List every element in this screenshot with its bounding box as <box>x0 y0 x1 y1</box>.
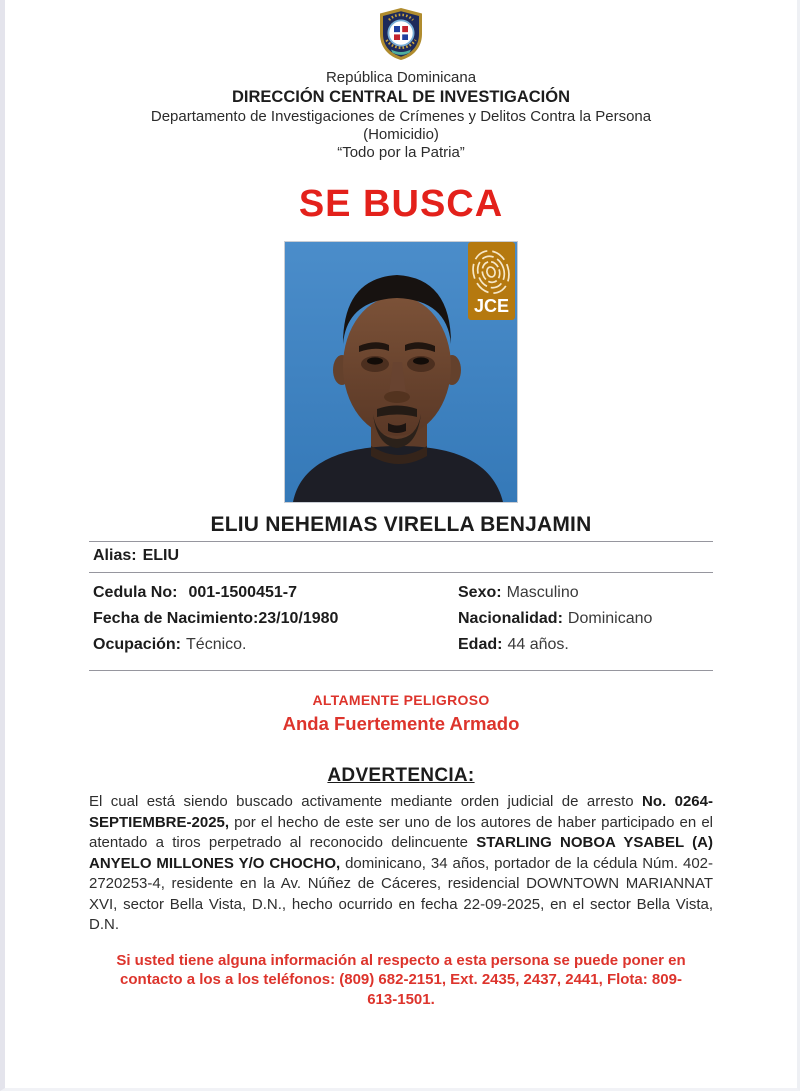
warning-title: ADVERTENCIA: <box>327 765 475 786</box>
department-name: Departamento de Investigaciones de Crímenes y Delitos Contra la Persona <box>150 108 652 125</box>
motto: “Todo por la Patria” <box>337 144 465 161</box>
field-cedula: Cedula No: 001-1500451-7 <box>93 584 297 601</box>
field-sexo: Sexo: Masculino <box>458 584 579 601</box>
divider <box>89 670 713 671</box>
alias-row <box>89 542 713 569</box>
field-ocupacion: Ocupación: Técnico. <box>93 636 247 653</box>
photo-container <box>5 242 797 507</box>
agency-name: DIRECCIÓN CENTRAL DE INVESTIGACIÓN <box>232 88 570 106</box>
subject-photo <box>285 242 517 502</box>
alias-label: Alias: <box>93 547 137 564</box>
alias-value: ELIU <box>142 547 180 564</box>
crest-container <box>5 0 797 66</box>
subject-name: ELIU NEHEMIAS VIRELLA BENJAMIN <box>210 513 592 536</box>
details-right-column <box>458 580 709 658</box>
contact-info: Si usted tiene alguna información al respecto a esta persona se puede poner en contacto a los a los teléfonos: (809) 682-2151, Ext. 2435, 2437, 2441, Flota: 809-613-1501. <box>116 951 686 1008</box>
jce-logo <box>468 242 515 320</box>
field-fecha-nacimiento: Fecha de Nacimiento:23/10/1980 <box>93 610 339 627</box>
field-nacionalidad: Nacionalidad: Dominicano <box>458 610 653 627</box>
dicrim-crest-icon <box>375 48 427 65</box>
details-left-column <box>93 580 458 658</box>
country-label: República Dominicana <box>325 69 477 86</box>
svg-text:JCE: JCE <box>473 296 510 316</box>
warning-paragraph: El cual está siendo buscado activamente mediante orden judicial de arresto No. 0264-SEPTIEMBRE-2025, por el hecho de este ser uno de los autores de haber participado en el atentado a tiros perpetrado al reconocido delincuente STARLING NOBOA YSABEL (A) ANYELO MILLONES Y/O CHOCHO, dominicano, 34 años, portador de la cédula Núm. 402-2720253-4, residente en la Av. Núñez de Cáceres, residencial DOWNTOWN MARIANNAT XVI, sector Bella Vista, D.N., hecho ocurrido en fecha 22-09-2025, en el sector Bella Vista, D.N. <box>89 793 714 933</box>
danger-alert-line1: ALTAMENTE PELIGROSO <box>312 692 490 708</box>
unit-name: (Homicidio) <box>363 126 439 143</box>
wanted-banner: SE BUSCA <box>298 183 504 225</box>
subject-details <box>89 573 713 667</box>
letterhead <box>5 69 797 161</box>
danger-alert-line2: Anda Fuertemente Armado <box>282 713 520 734</box>
field-edad: Edad: 44 años. <box>458 636 569 653</box>
